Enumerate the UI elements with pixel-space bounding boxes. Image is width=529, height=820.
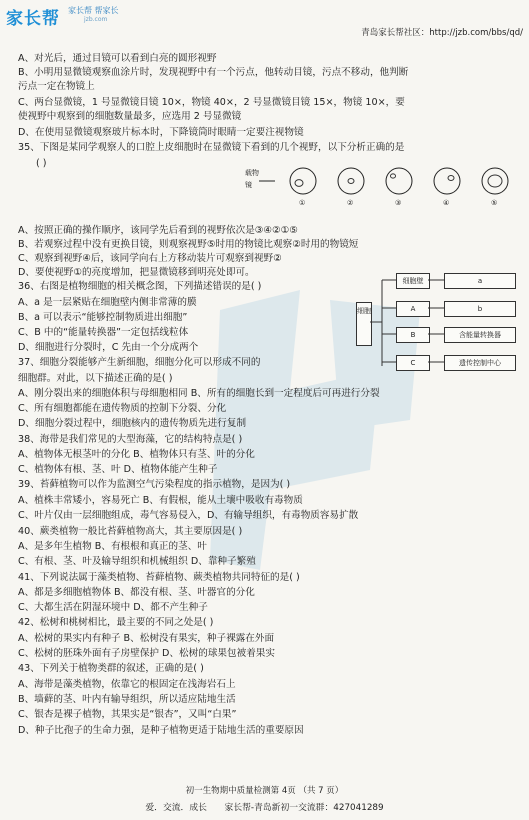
text-line: C、植物体有根、茎、叶 D、植物体能产生种子 [18, 464, 218, 475]
fig35-left-label: 载物 [245, 169, 259, 177]
diagram-box-b: B [396, 327, 430, 343]
footer-slogan: 爱．交流．成长 家长帮-青岛新初一交流群：427041289 [145, 803, 384, 813]
text-line: C、两台显微镜，1 号显微镜目镜 10×，物镜 40×，2 号显微镜目镜 15×，物镜 10×，要 [18, 97, 405, 108]
microscope-fields-figure [245, 163, 515, 207]
field-label: ① [299, 199, 306, 207]
cell-shape [448, 175, 454, 180]
cell-shape [295, 180, 303, 187]
text-line: 37、细胞分裂能够产生新细胞，细胞分化可以形成不同的 [18, 357, 261, 368]
text-line: A、刚分裂出来的细胞体积与母细胞相同 B、所有的细胞长到一定程度后可再进行分裂 [18, 388, 380, 399]
microscope-field-circle [482, 168, 508, 194]
logo-site: jzb.com [84, 16, 108, 23]
plant-cell-concept-diagram [356, 272, 516, 376]
diagram-result-nucleus: 遗传控制中心 [444, 355, 516, 371]
microscope-field-circle [290, 168, 316, 194]
text-line: A、松树的果实内有种子 B、松树没有果实，种子裸露在外面 [18, 633, 275, 644]
page-number: 初一生物期中质量检测第 4页 （共 7 页） [185, 786, 344, 796]
site-logo[interactable]: 家长帮 [6, 9, 60, 29]
text-line: 41、下列说法属于藻类植物、苔藓植物、蕨类植物共同特征的是( ) [18, 572, 300, 583]
text-line: 使视野中观察到的细胞数量最多，应选用 2 号显微镜 [18, 111, 242, 122]
diagram-box-c: C [396, 355, 430, 371]
diagram-arrows [428, 272, 444, 376]
text-line: C、观察到视野④后，该同学向右上方移动装片可观察到视野② [18, 253, 282, 264]
text-line: A、植株丰常矮小，容易死亡 B、有假根，能从土壤中吸收有毒物质 [18, 495, 303, 506]
diagram-root: 细胞 [356, 302, 372, 346]
text-line: A、按照正确的操作顺序，该同学先后看到的视野依次是③④②①⑤ [18, 225, 298, 236]
text-line: 36、右图是植物细胞的相关概念图，下列描述错误的是( ) [18, 281, 262, 292]
text-line: ( ) [36, 158, 47, 169]
text-line: 40、蕨类植物一般比苔藓植物高大，其主要原因是( ) [18, 526, 243, 537]
text-line: 38、海带是我们常见的大型海藻，它的结构特点是( ) [18, 434, 243, 445]
text-line: 35、下图是某同学观察人的口腔上皮细胞时在显微镜下看到的几个视野，以下分析正确的是 [18, 142, 405, 153]
text-line: B、a 可以表示“能够控制物质进出细胞” [18, 312, 188, 323]
diagram-result-a: a [444, 273, 516, 289]
text-line: D、在使用显微镜观察玻片标本时，下降镜筒时眼睛一定要注视物镜 [18, 127, 304, 138]
text-line: C、有根、茎、叶及输导组织和机械组织 D、靠种子繁殖 [18, 556, 256, 567]
text-line: D、细胞分裂过程中，细胞核内的遗传物质先进行复制 [18, 418, 247, 429]
field-label: ② [347, 199, 354, 207]
cell-shape [488, 175, 502, 187]
field-label: ③ [395, 199, 402, 207]
community-link[interactable]: 青岛家长帮社区：http://jzb.com/bbs/qd/ [361, 28, 523, 38]
microscope-field-circle [434, 168, 460, 194]
text-line: 42、松树和桃树相比，最主要的不同之处是( ) [18, 617, 214, 628]
text-line: A、都是多细胞植物体 B、都没有根、茎、叶器官的分化 [18, 587, 255, 598]
diagram-result-b: b [444, 301, 516, 317]
text-line: A、海带是藻类植物，依靠它的根固定在浅海岩石上 [18, 679, 236, 690]
text-line: B、墙藓的茎、叶内有输导组织，所以适应陆地生活 [18, 694, 236, 705]
text-line: B、若观察过程中没有更换目镜，则观察视野⑤时用的物镜比观察②时用的物镜短 [18, 239, 359, 250]
text-line: A、植物体无根茎叶的分化 B、植物体只有茎、叶的分化 [18, 449, 255, 460]
text-line: C、松树的胚珠外面有子房壁保护 D、松树的球果包被着果实 [18, 648, 275, 659]
text-line: A、是多年生植物 B、有根根和真正的茎、叶 [18, 541, 207, 552]
text-line: C、叶片仅由一层细胞组成，毒气容易侵入，D、有输导组织，有毒物质容易扩散 [18, 510, 359, 521]
text-line: D、细胞进行分裂时，C 先由一个分成两个 [18, 342, 199, 353]
text-line: 43、下列关于植物类群的叙述，正确的是( ) [18, 663, 204, 674]
text-line: C、所有细胞都能在遗传物质的控制下分裂、分化 [18, 403, 227, 414]
text-line: B、小明用显微镜观察血涂片时，发现视野中有一个污点，他转动目镜，污点不移动，他判断 [18, 67, 409, 78]
text-line: 39、苔藓植物可以作为监测空气污染程度的指示植物，是因为( ) [18, 479, 291, 490]
text-line: 细胞群。对此，以下描述正确的是( ) [18, 373, 173, 384]
cell-shape [348, 178, 354, 183]
text-line: 污点一定在物镜上 [18, 81, 95, 92]
field-label: ⑤ [491, 199, 498, 207]
diagram-result-energy: 含能量转换器 [444, 327, 516, 343]
text-line: C、银杏是裸子植物，其果实是“银杏”，又叫“白果” [18, 709, 237, 720]
text-line: A、对光后，通过目镜可以看到白亮的圆形视野 [18, 53, 217, 64]
diagram-box-wall: 细胞壁 [396, 273, 430, 289]
microscope-field-circle [386, 168, 412, 194]
cell-shape [391, 174, 396, 178]
text-line: C、B 中的“能量转换器”一定包括线粒体 [18, 327, 189, 338]
logo-tagline: 家长帮 帮家长 [68, 6, 119, 15]
microscope-field-circle [338, 168, 364, 194]
diagram-branch-lines [370, 272, 396, 376]
diagram-box-a: A [396, 301, 430, 317]
field-label: ④ [443, 199, 450, 207]
svg-text:镜: 镜 [245, 181, 252, 189]
page-header [0, 0, 529, 44]
text-line: D、要使视野①的亮度增加，把显微镜移到明亮处即可。 [18, 267, 255, 278]
text-line: A、a 是一层紧贴在细胞壁内侧非常薄的膜 [18, 297, 197, 308]
text-line: C、大都生活在阴湿环境中 D、都不产生种子 [18, 602, 208, 613]
text-line: D、种子比孢子的生命力强，是种子植物更适于陆地生活的重要原因 [18, 725, 304, 736]
